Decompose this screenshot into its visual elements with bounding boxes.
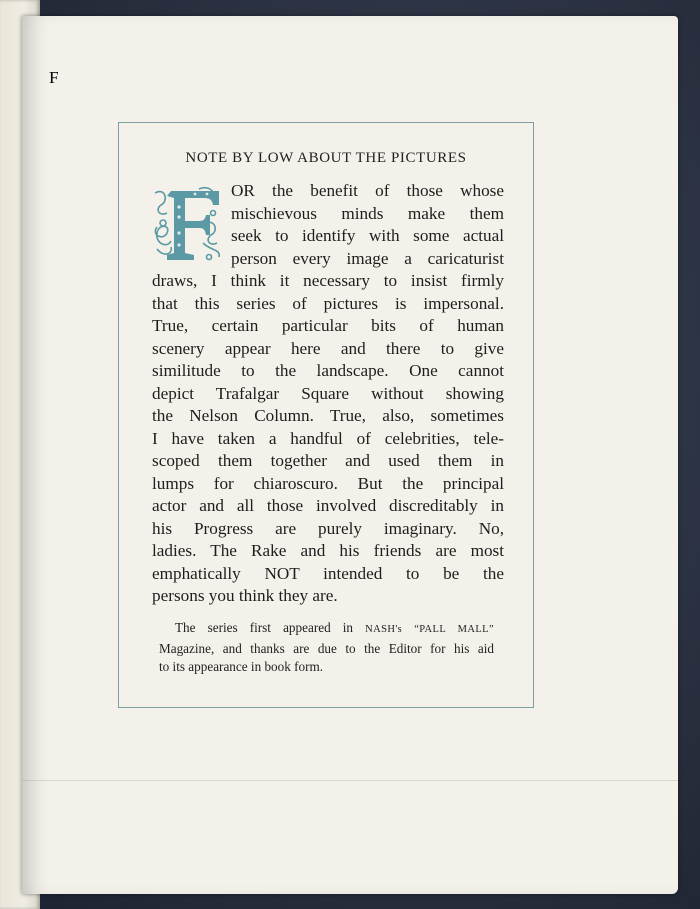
text-frame — [49, 68, 534, 708]
footnote-line: to its appearance in book form. — [159, 659, 324, 674]
body-line: mischievous minds make them — [231, 203, 504, 223]
footnote-text: The series first appeared in — [175, 620, 354, 635]
body-line: scoped them together and used them in — [152, 451, 504, 470]
dropcap-letter: F — [49, 68, 59, 87]
body-line: seek to identify with some actual — [231, 226, 504, 245]
dropcap-ornament — [49, 68, 225, 265]
book-page — [22, 16, 678, 894]
footnote-publisher: NASH's — [365, 624, 403, 635]
body-line: draws, I think it necessary to insist firmly — [152, 271, 504, 290]
body-line: actor and all those involved discreditably in — [152, 496, 504, 515]
body-line: lumps for chiaroscuro. But the principal — [152, 473, 504, 493]
page-crease — [22, 780, 678, 781]
body-line: I have taken a handful of celebrities, tele- — [152, 428, 504, 448]
body-line: True, certain particular bits of human — [152, 316, 504, 335]
footnote — [159, 619, 494, 677]
page-heading: NOTE BY LOW ABOUT THE PICTURES — [185, 150, 467, 166]
body-line: person every image a caricaturist — [231, 248, 504, 268]
body-line: his Progress are purely imaginary. No, — [152, 518, 504, 538]
body-line: scenery appear here and there to give — [152, 338, 504, 358]
body-line: persons you think they are. — [152, 586, 338, 605]
body-line: that this series of pictures is impersonal. — [152, 293, 504, 313]
body-line: emphatically NOT intended to be the — [152, 563, 504, 583]
body-line: ladies. The Rake and his friends are most — [152, 541, 504, 560]
footnote-magazine: “PALL MALL” — [414, 624, 495, 635]
body-line: OR the benefit of those whose — [231, 181, 504, 200]
body-line: similitude to the landscape. One cannot — [152, 361, 504, 380]
body-line: depict Trafalgar Square without showing — [152, 383, 504, 403]
footnote-line — [159, 619, 494, 640]
body-line: the Nelson Column. True, also, sometimes — [152, 406, 504, 425]
footnote-line: Magazine, and thanks are due to the Editor for his aid — [159, 640, 494, 656]
